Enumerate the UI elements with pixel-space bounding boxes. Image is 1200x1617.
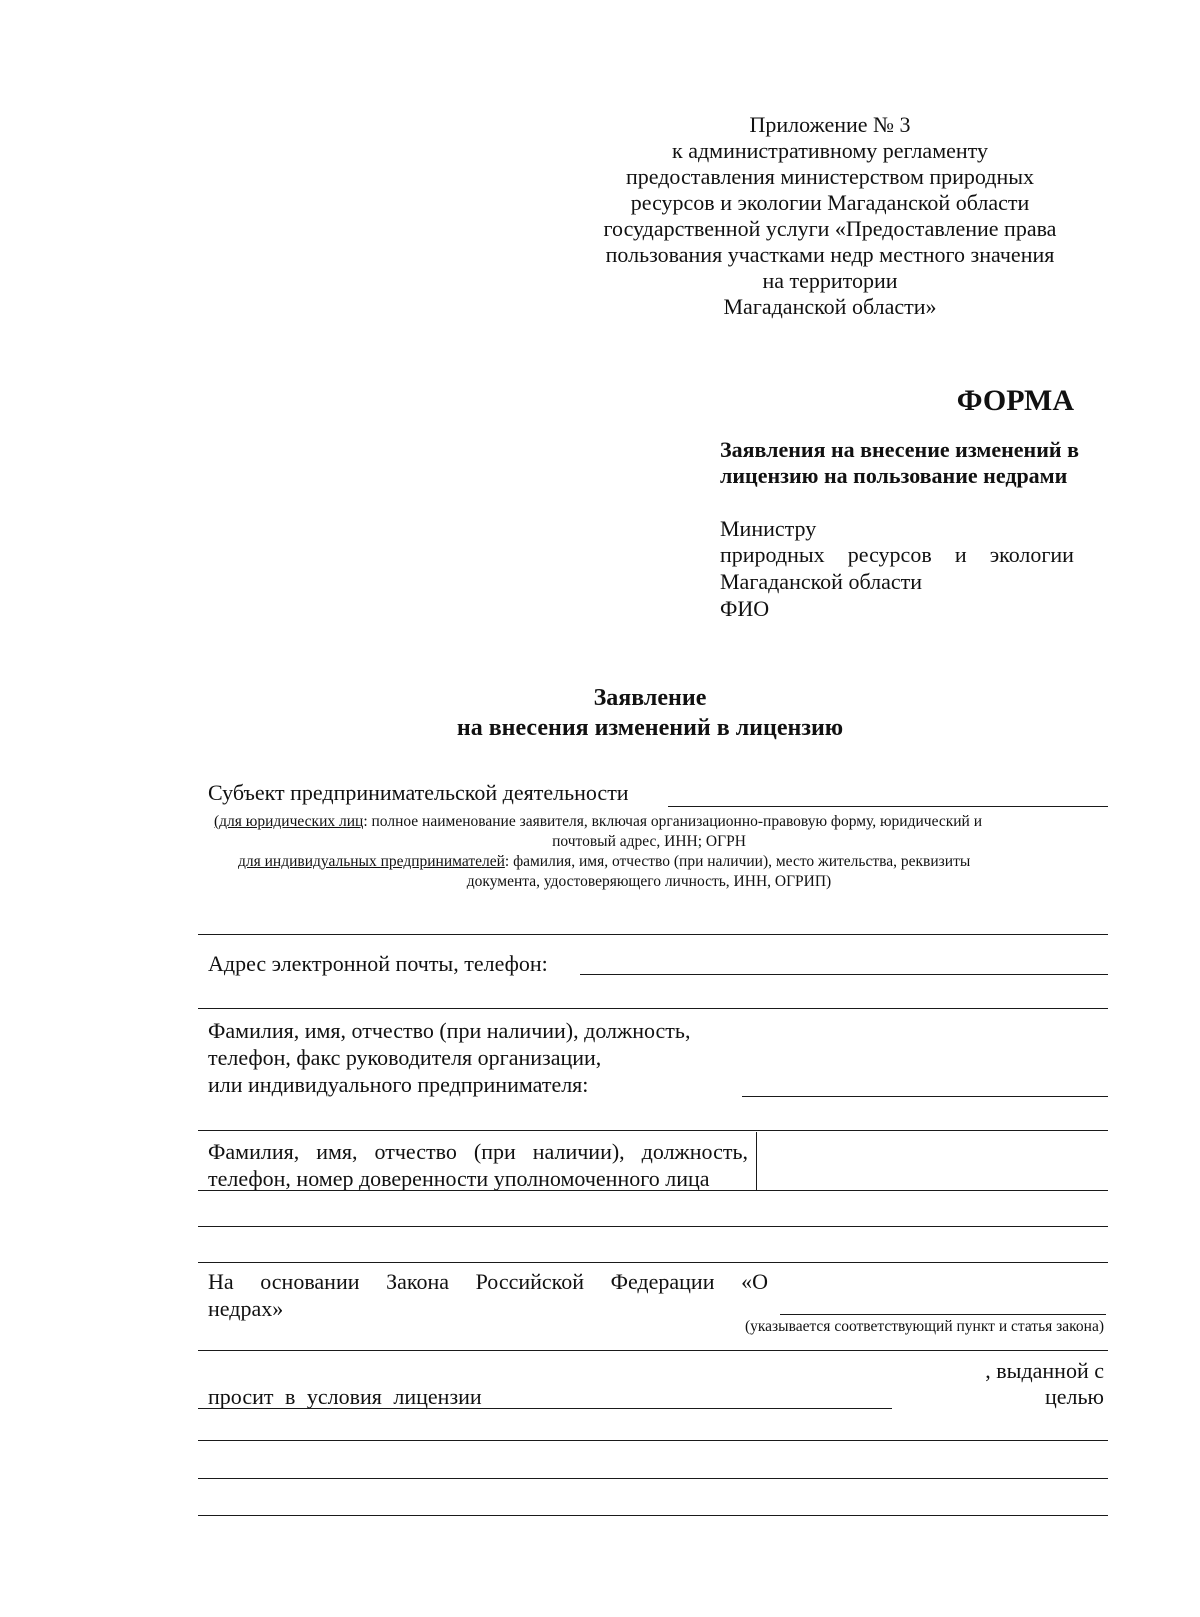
law-word: Российской bbox=[475, 1269, 584, 1294]
appendix-line: к административному регламенту bbox=[672, 138, 988, 163]
purpose-input-line-3[interactable] bbox=[198, 1515, 1108, 1516]
agent-word: должность, bbox=[641, 1139, 748, 1164]
form-subtitle-line1: Заявления на внесение изменений в bbox=[720, 437, 1079, 462]
agent-input-line-2[interactable] bbox=[198, 1226, 1108, 1227]
request-input-line[interactable] bbox=[198, 1408, 892, 1409]
agent-word: наличии), bbox=[532, 1139, 625, 1164]
purpose-input-line-1[interactable] bbox=[198, 1440, 1108, 1441]
form-subtitle-line2: лицензию на пользование недрами bbox=[720, 463, 1068, 488]
appendix-line: ресурсов и экологии Магаданской области bbox=[630, 190, 1030, 215]
appendix-line: Приложение № 3 bbox=[749, 112, 911, 137]
head-label-line3: или индивидуального предпринимателя: bbox=[208, 1072, 589, 1097]
agent-field-divider bbox=[756, 1132, 757, 1190]
agent-word: отчество bbox=[374, 1139, 457, 1164]
law-label-line1 bbox=[208, 1269, 768, 1295]
law-word: На bbox=[208, 1269, 234, 1294]
subject-note-legal-line2: почтовый адрес, ИНН; ОГРН bbox=[552, 833, 746, 850]
head-input-line[interactable] bbox=[742, 1096, 1108, 1097]
subject-input-line-2[interactable] bbox=[198, 934, 1108, 935]
appendix-block bbox=[580, 112, 1080, 320]
email-label: Адрес электронной почты, телефон: bbox=[208, 951, 548, 976]
subject-note-individual-line2: документа, удостоверяющего личность, ИНН, ОГРИП) bbox=[466, 873, 832, 890]
law-word: Закона bbox=[386, 1269, 449, 1294]
addressee-line2 bbox=[720, 542, 1074, 568]
law-word: основании bbox=[260, 1269, 360, 1294]
addressee-line4: ФИО bbox=[720, 596, 770, 621]
appendix-line: Магаданской области» bbox=[723, 294, 937, 319]
document-title-line1: Заявление bbox=[593, 685, 707, 711]
request-label: просит в условия лицензии bbox=[208, 1384, 482, 1409]
law-note: (указывается соответствующий пункт и статья закона) bbox=[744, 1318, 1104, 1335]
subject-note-individual-prefix: для индивидуальных предпринимателей bbox=[238, 853, 505, 870]
agent-label-line1 bbox=[208, 1139, 748, 1165]
document-title-line2: на внесения изменений в лицензию bbox=[456, 715, 844, 741]
addressee-word: природных bbox=[720, 542, 825, 567]
agent-input-line-3[interactable] bbox=[198, 1262, 1108, 1263]
subject-note-legal-rest: : полное наименование заявителя, включая организационно-правовую форму, юридический и bbox=[363, 813, 983, 830]
email-input-line-2[interactable] bbox=[198, 1008, 1108, 1009]
head-input-line-2[interactable] bbox=[198, 1130, 1108, 1131]
law-word: «О bbox=[741, 1269, 768, 1294]
subject-note-individual bbox=[238, 852, 970, 871]
agent-word: (при bbox=[473, 1139, 516, 1164]
agent-word: Фамилия, bbox=[208, 1139, 300, 1164]
head-label-line1: Фамилия, имя, отчество (при наличии), должность, bbox=[208, 1018, 691, 1043]
law-word: Федерации bbox=[610, 1269, 715, 1294]
appendix-line: государственной услуги «Предоставление права bbox=[603, 216, 1057, 241]
subject-label: Субъект предпринимательской деятельности bbox=[208, 780, 629, 805]
law-input-line[interactable] bbox=[780, 1314, 1106, 1315]
agent-word: имя, bbox=[316, 1139, 358, 1164]
appendix-line: пользования участками недр местного значения bbox=[605, 242, 1055, 267]
issued-label: , выданной с bbox=[985, 1358, 1104, 1383]
subject-note-legal bbox=[214, 812, 982, 831]
email-input-line[interactable] bbox=[580, 974, 1108, 975]
law-label-line2: недрах» bbox=[208, 1296, 284, 1321]
head-label-line2: телефон, факс руководителя организации, bbox=[208, 1045, 602, 1070]
addressee-word: экологии bbox=[989, 542, 1074, 567]
subject-note-legal-prefix: (для юридических лиц bbox=[214, 813, 364, 830]
agent-label-line2: телефон, номер доверенности уполномоченного лица bbox=[208, 1166, 710, 1191]
subject-note-individual-rest: : фамилия, имя, отчество (при наличии), место жительства, реквизиты bbox=[504, 853, 971, 870]
purpose-label: целью bbox=[1045, 1384, 1104, 1409]
appendix-line: предоставления министерством природных bbox=[625, 164, 1035, 189]
subject-input-line[interactable] bbox=[668, 806, 1108, 807]
purpose-input-line-2[interactable] bbox=[198, 1478, 1108, 1479]
law-input-line-2[interactable] bbox=[198, 1350, 1108, 1351]
addressee-line3: Магаданской области bbox=[720, 569, 922, 594]
appendix-line: на территории bbox=[762, 268, 898, 293]
addressee-line1: Министру bbox=[720, 516, 817, 541]
form-label: ФОРМА bbox=[956, 384, 1074, 417]
addressee-word: ресурсов bbox=[847, 542, 932, 567]
addressee-word: и bbox=[954, 542, 967, 567]
agent-input-line[interactable] bbox=[198, 1190, 1108, 1191]
